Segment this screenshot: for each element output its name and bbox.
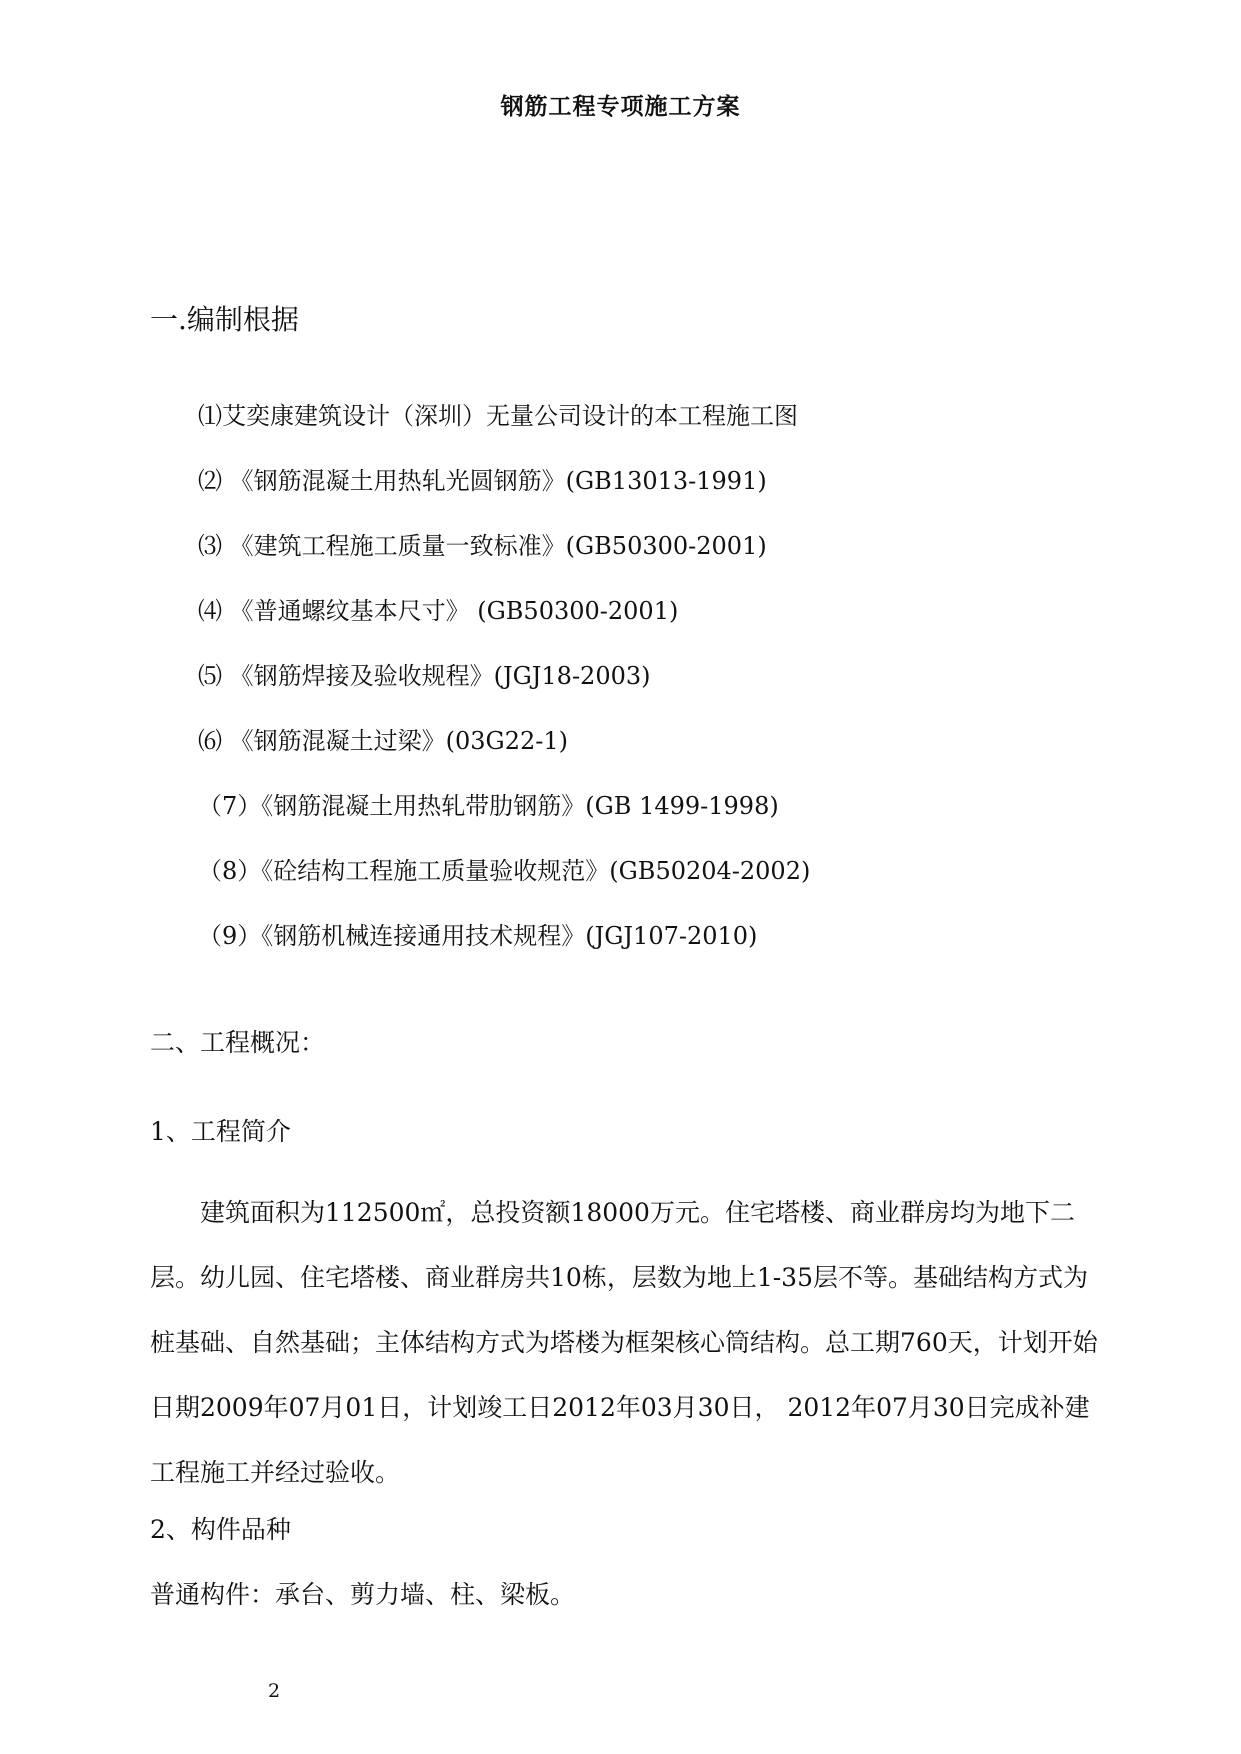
reference-item: ⑵ 《钢筋混凝土用热轧光圆钢筋》(GB13013-1991) bbox=[198, 467, 767, 495]
reference-item: ⑶ 《建筑工程施工质量一致标准》(GB50300-2001) bbox=[198, 532, 767, 560]
reference-item: （7）《钢筋混凝土用热轧带肋钢筋》(GB 1499-1998) bbox=[198, 792, 779, 820]
components-text: 普通构件：承台、剪力墙、柱、梁板。 bbox=[150, 1580, 576, 1609]
reference-item: ⑹ 《钢筋混凝土过梁》(03G22-1) bbox=[198, 727, 568, 755]
document-title: 钢筋工程专项施工方案 bbox=[500, 93, 741, 120]
reference-item: （8）《砼结构工程施工质量验收规范》(GB50204-2002) bbox=[198, 857, 811, 885]
reference-item: ⑷ 《普通螺纹基本尺寸》 (GB50300-2001) bbox=[198, 597, 679, 625]
reference-item: （9）《钢筋机械连接通用技术规程》(JGJ107-2010) bbox=[198, 922, 758, 950]
subsection-heading-components: 2、构件品种 bbox=[150, 1515, 291, 1544]
page-number: 2 bbox=[268, 1680, 281, 1702]
section-heading-overview: 二、工程概况： bbox=[150, 1028, 326, 1057]
section-heading-basis: 一.编制根据 bbox=[150, 303, 299, 336]
reference-item: ⑸ 《钢筋焊接及验收规程》(JGJ18-2003) bbox=[198, 662, 651, 690]
subsection-heading-intro: 1、工程简介 bbox=[150, 1117, 291, 1146]
reference-list bbox=[198, 398, 1158, 983]
reference-item: ⑴艾奕康建筑设计（深圳）无量公司设计的本工程施工图 bbox=[198, 402, 798, 430]
project-intro-paragraph: 建筑面积为112500㎡，总投资额18000万元。住宅塔楼、商业群房均为地下二层。幼儿园、住宅塔楼、商业群房共10栋，层数为地上1-35层不等。基础结构方式为桩基础、自然基础；主体结构方式为塔楼为框架核心筒结构。总工期760天，计划开始日期2009年07月01日，计划竣工日2012年03月30日， 2012年07月30日完成补建工程施工并经过验收。 bbox=[150, 1198, 1098, 1487]
